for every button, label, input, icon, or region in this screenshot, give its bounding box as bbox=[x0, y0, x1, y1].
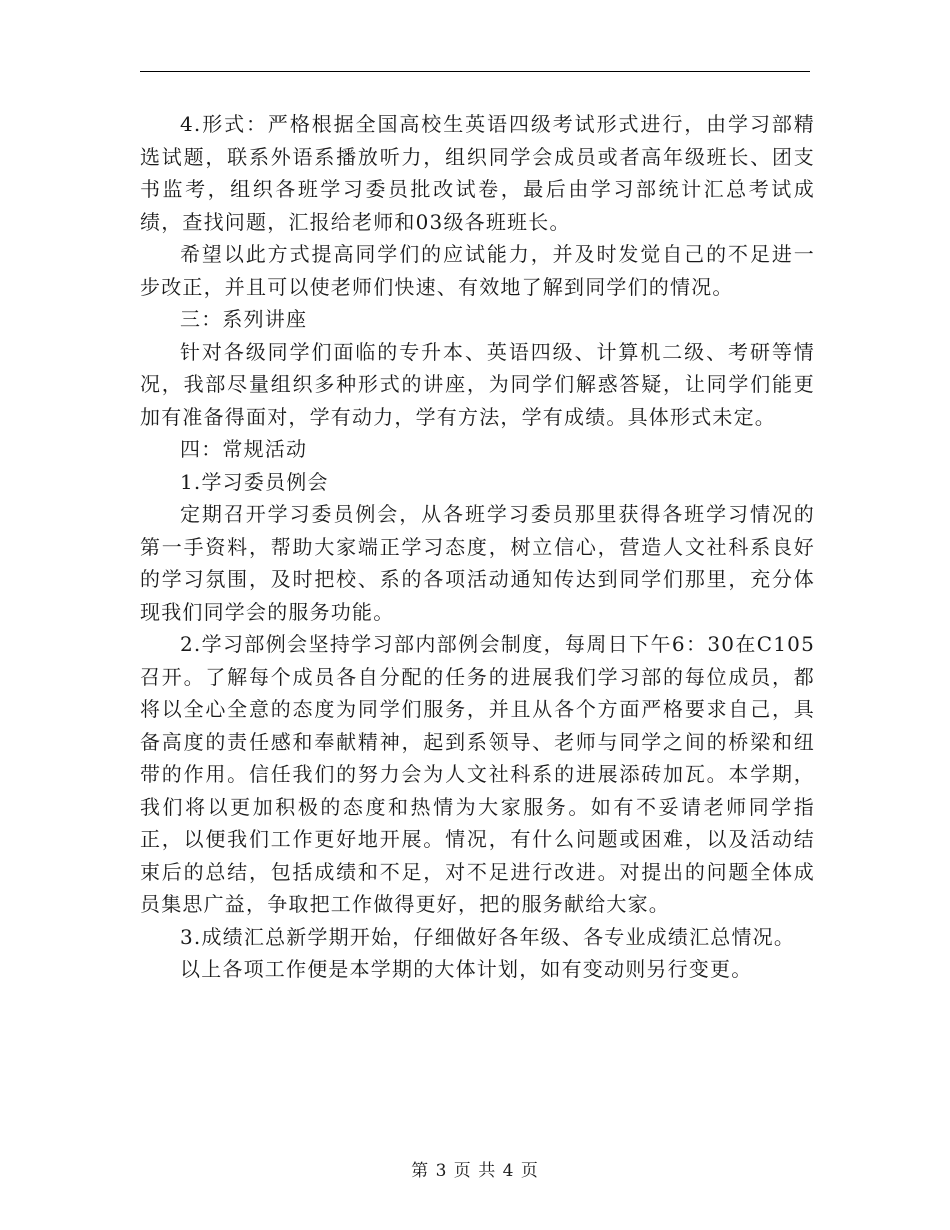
header-rule bbox=[140, 71, 810, 72]
section-heading-lectures: 三：系列讲座 bbox=[180, 307, 308, 331]
subheading-committee-meeting: 1.学习委员例会 bbox=[180, 469, 329, 494]
page-footer bbox=[0, 1156, 950, 1181]
page-number: 第 3 页 共 4 页 bbox=[411, 1161, 539, 1181]
paragraph-grade-summary: 3.成绩汇总新学期开始，仔细做好各年级、各专业成绩汇总情况。 bbox=[180, 924, 796, 949]
document-body bbox=[140, 108, 815, 986]
paragraph-lectures: 针对各级同学们面临的专升本、英语四级、计算机二级、考研等情况，我部尽量组织多种形式的讲座，为同学们解惑答疑，让同学们能更加有准备得面对，学有动力，学有方法，学有成绩。具体形式未定。 bbox=[140, 339, 815, 429]
paragraph-purpose: 希望以此方式提高同学们的应试能力，并及时发觉自己的不足进一步改正，并且可以使老师们快速、有效地了解到同学们的情况。 bbox=[140, 242, 815, 299]
section-heading-routine: 四：常规活动 bbox=[180, 437, 308, 461]
paragraph-closing: 以上各项工作便是本学期的大体计划，如有变动则另行变更。 bbox=[180, 957, 753, 981]
paragraph-format: 4.形式：严格根据全国高校生英语四级考试形式进行，由学习部精选试题，联系外语系播放听力，组织同学会成员或者高年级班长、团支书监考，组织各班学习委员批改试卷，最后由学习部统计汇总考试成绩，查找问题，汇报给老师和03级各班班长。 bbox=[140, 112, 815, 234]
paragraph-committee-meeting: 定期召开学习委员例会，从各班学习委员那里获得各班学习情况的第一手资料，帮助大家端正学习态度，树立信心，营造人文社科系良好的学习氛围，及时把校、系的各项活动通知传达到同学们那里，充分体现我们同学会的服务功能。 bbox=[140, 502, 815, 624]
paragraph-department-meeting: 2.学习部例会坚持学习部内部例会制度，每周日下午6：30在C105召开。了解每个成员各自分配的任务的进展我们学习部的每位成员，都将以全心全意的态度为同学们服务，并且从各个方面严格要求自己，具备高度的责任感和奉献精神，起到系领导、老师与同学之间的桥梁和纽带的作用。信任我们的努力会为人文社科系的进展添砖加瓦。本学期，我们将以更加积极的态度和热情为大家服务。如有不妥请老师同学指正，以便我们工作更好地开展。情况，有什么问题或困难，以及活动结束后的总结，包括成绩和不足，对不足进行改进。对提出的问题全体成员集思广益，争取把工作做得更好，把的服务献给大家。 bbox=[140, 632, 815, 916]
